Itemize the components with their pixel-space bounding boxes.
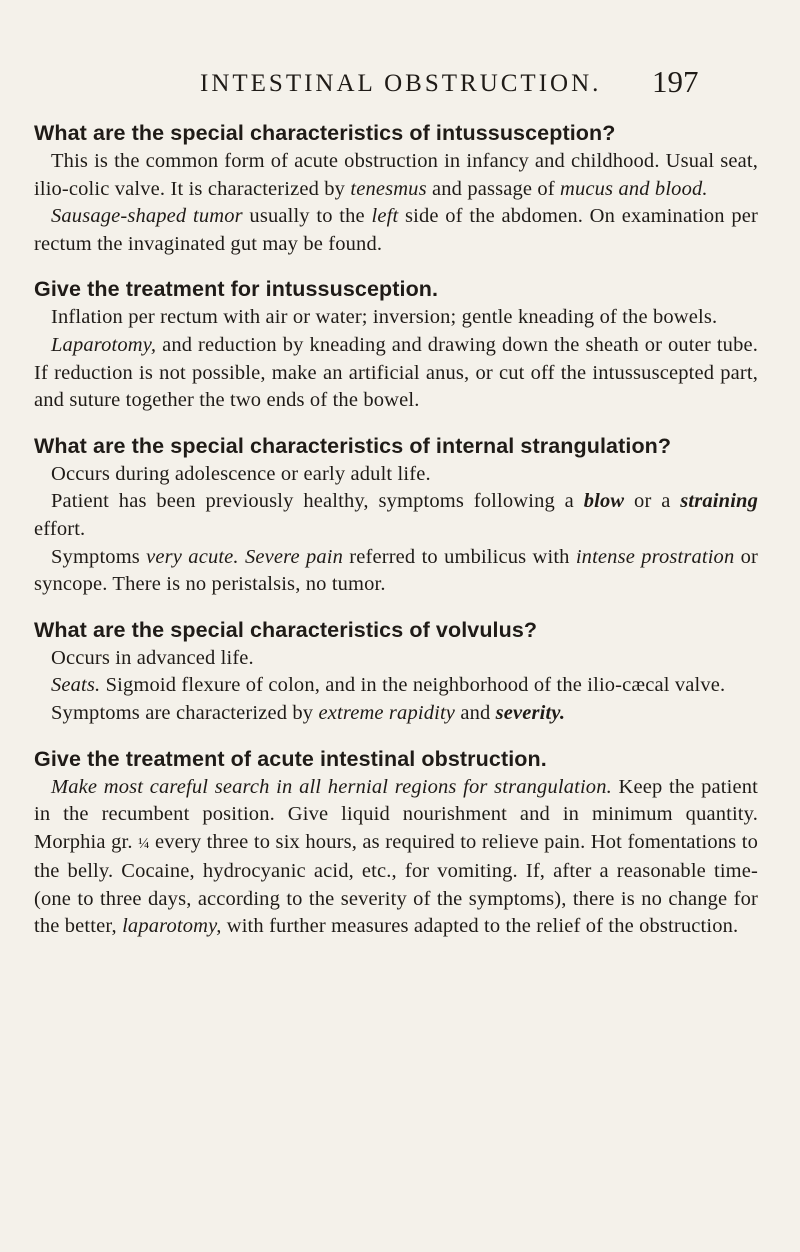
emphasis-text: tenesmus xyxy=(350,177,427,200)
emphasis-text: extreme rapidity xyxy=(318,701,456,724)
answer-paragraph xyxy=(34,332,758,415)
text-run: and xyxy=(455,701,496,724)
text-run: Sigmoid flexure of colon, and in the neighborhood of the ilio-cæcal valve. xyxy=(100,674,726,697)
answer-paragraph xyxy=(34,461,758,489)
text-run: and reduction by kneading and drawing down the sheath or outer tube. If reduction is not possible, make an artificial anus, or cut off the intussuscepted part, and suture together the two ends of the bowel. xyxy=(34,333,758,412)
question-heading: What are the special characteristics of intussusception? xyxy=(34,121,616,145)
running-title: INTESTINAL OBSTRUCTION. xyxy=(200,70,602,97)
text-run: and passage of xyxy=(426,177,561,200)
qa-section xyxy=(34,431,758,599)
qa-section xyxy=(34,118,758,258)
emphasis-text: left xyxy=(371,205,399,228)
text-run: Patient has been previously healthy, symptoms following a xyxy=(51,490,584,513)
question-heading: Give the treatment of acute intestinal obstruction. xyxy=(34,746,547,771)
emphasis-text: ¼ xyxy=(138,835,150,852)
emphasis-text: blow xyxy=(583,490,625,513)
text-run: or syncope. There is no peristalsis, no tumor. xyxy=(34,545,758,596)
text-run: Symptoms are characterized by xyxy=(51,701,319,724)
answer-paragraph xyxy=(34,774,758,942)
question-heading: Give the treatment for intussusception. xyxy=(34,277,439,302)
qa-section xyxy=(34,744,758,942)
qa-section xyxy=(34,274,758,414)
text-run: side of the abdomen. On examination per rectum the invaginated gut may be found. xyxy=(34,205,758,255)
text-run: every three to six hours, as required to relieve pain. Hot fomentations to the belly. Cocaine, hydrocyanic acid, etc., for vomiting. If, after a reasonable time-(one to three days, according to the severity of the symptoms), there is no change for the better, xyxy=(34,830,758,938)
emphasis-text: intense prostration xyxy=(575,545,735,568)
emphasis-text: very acute. xyxy=(146,545,239,568)
text-run: Occurs during adolescence or early adult life. xyxy=(51,462,431,485)
emphasis-text: straining xyxy=(680,490,758,513)
page-body xyxy=(34,118,758,957)
text-run: effort. xyxy=(34,517,86,540)
question-heading: What are the special characteristics of internal strangulation? xyxy=(34,433,672,458)
emphasis-text: Seats. xyxy=(51,674,101,697)
page-number: 197 xyxy=(652,64,699,99)
text-run: Keep the patient in the recumbent position. Give liquid nourishment and in minimum quantity. Morphia gr. xyxy=(34,775,758,853)
text-run: with further measures adapted to the relief of the obstruction. xyxy=(221,915,739,938)
emphasis-text: Severe pain xyxy=(244,545,344,568)
emphasis-text: laparotomy, xyxy=(122,915,222,938)
text-run: Symptoms xyxy=(51,545,147,568)
text-run: Occurs in advanced life. xyxy=(51,646,254,669)
text-run: referred to umbilicus with xyxy=(343,545,576,568)
answer-paragraph xyxy=(34,544,758,599)
answer-paragraph xyxy=(34,148,758,203)
running-head xyxy=(0,64,800,104)
answer-paragraph xyxy=(34,672,758,700)
emphasis-text: severity. xyxy=(495,701,566,724)
emphasis-text: mucus and blood. xyxy=(560,177,708,200)
question-heading: What are the special characteristics of volvulus? xyxy=(34,617,538,642)
qa-section xyxy=(34,615,758,728)
text-run: This is the common form of acute obstruction in infancy and childhood. Usual seat, ilio-colic valve. It is characterized by xyxy=(34,150,758,200)
answer-paragraph xyxy=(34,700,758,728)
emphasis-text: Sausage-shaped tumor xyxy=(51,205,243,228)
answer-paragraph xyxy=(34,203,758,258)
emphasis-text: Make most careful search in all hernial regions for strangulation. xyxy=(51,775,612,798)
answer-paragraph xyxy=(34,488,758,543)
text-run: usually to the xyxy=(242,205,372,228)
text-run: Inflation per rectum with air or water; inversion; gentle kneading of the bowels. xyxy=(51,306,718,329)
text-run: or a xyxy=(624,490,681,513)
answer-paragraph xyxy=(34,304,758,332)
emphasis-text: Laparotomy, xyxy=(51,333,157,356)
answer-paragraph xyxy=(34,645,758,673)
